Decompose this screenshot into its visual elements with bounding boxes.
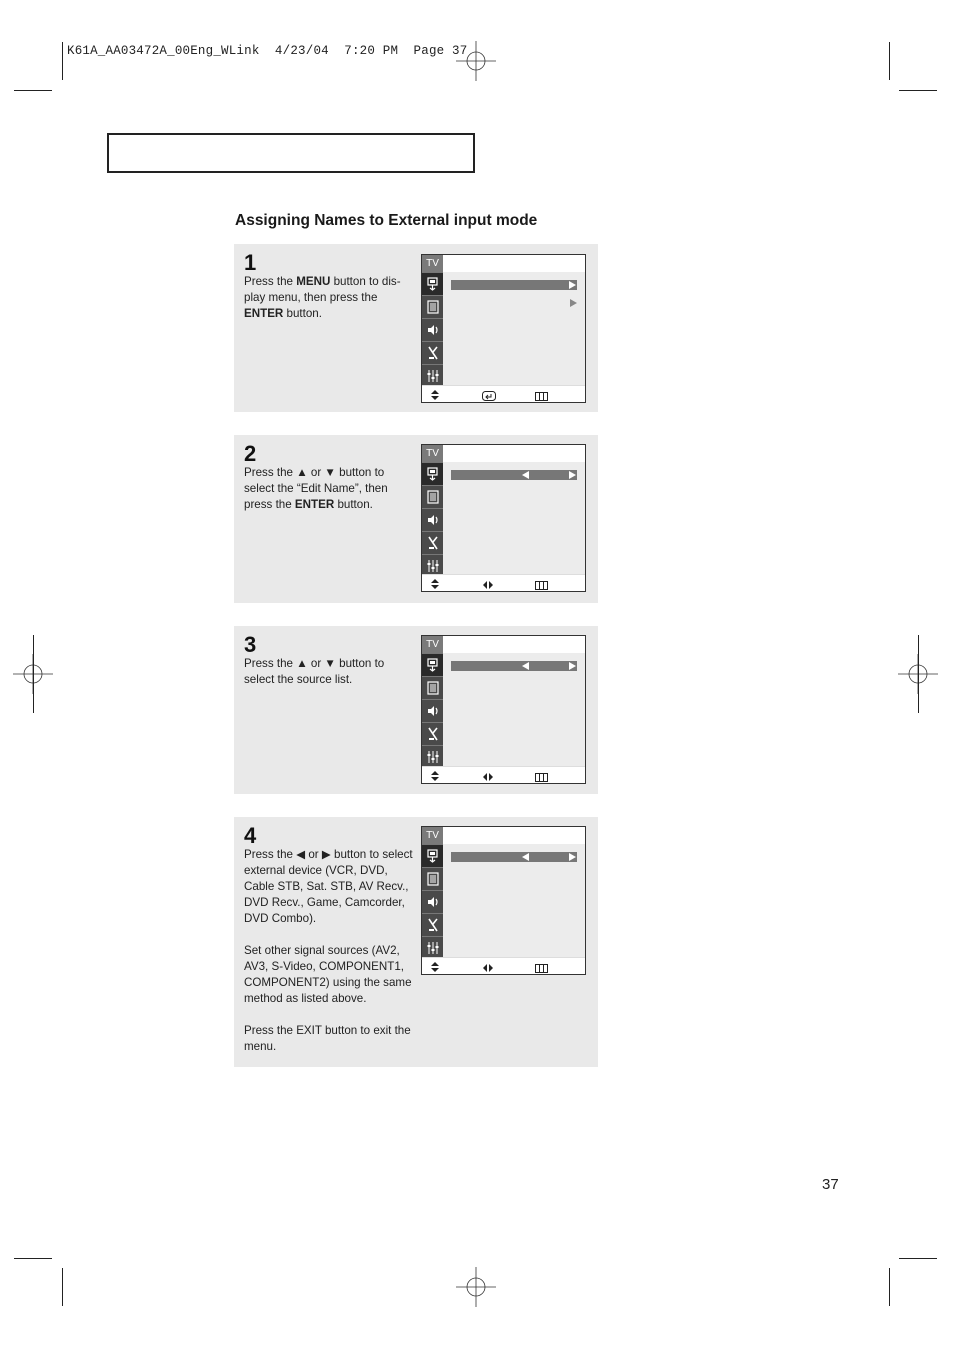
step-instructions — [244, 274, 414, 338]
menu-sidebar — [422, 255, 443, 385]
right-arrow-icon — [569, 853, 576, 861]
step-instructions — [244, 656, 414, 704]
picture-icon — [422, 485, 443, 508]
input-icon — [422, 272, 443, 295]
crop-mark — [62, 42, 63, 80]
print-slug: K61A_AA03472A_00Eng_WLink 4/23/04 7:20 PM Page 37 — [67, 44, 468, 58]
page-number: 37 — [822, 1176, 839, 1193]
instruction-paragraph — [244, 943, 414, 1007]
crop-mark — [918, 635, 919, 713]
right-arrow-icon — [570, 294, 577, 312]
tv-tab: TV — [422, 636, 443, 653]
tv-menu-screenshot — [421, 254, 586, 403]
instruction-text: Set other signal sources (AV2, AV3, S-Video, COMPONENT1, COMPONENT2) using the same method as listed above. — [244, 944, 412, 1005]
highlighted-menu-row — [451, 661, 577, 671]
enter-icon — [482, 388, 496, 406]
sound-icon — [422, 318, 443, 341]
instruction-text: Press the ▲ or ▼ button to select the source list. — [244, 657, 385, 686]
crop-mark — [14, 1258, 52, 1259]
up-down-arrows-icon — [430, 388, 440, 406]
instruction-text: button. — [283, 307, 322, 320]
step-panel — [234, 817, 598, 1067]
tv-menu-screenshot — [421, 826, 586, 975]
sound-icon — [422, 508, 443, 531]
channel-icon — [422, 531, 443, 554]
left-right-arrows-icon — [482, 769, 494, 787]
up-down-arrows-icon — [430, 769, 440, 787]
setup-icon — [422, 364, 443, 387]
menu-sidebar — [422, 445, 443, 574]
right-arrow-icon — [569, 662, 576, 670]
instruction-paragraph — [244, 656, 414, 688]
registration-mark-icon — [456, 1267, 496, 1307]
instruction-paragraph — [244, 847, 414, 927]
instruction-paragraph — [244, 1023, 414, 1055]
instruction-text: Press the ◀ or ▶ button to select external device (VCR, DVD, Cable STB, Sat. STB, AV Recv., DVD Recv., Game, Camcorder, DVD Combo). — [244, 848, 413, 925]
right-arrow-icon — [569, 281, 576, 289]
menu-content-area — [443, 272, 585, 385]
menu-icon — [535, 388, 548, 406]
button-name: ENTER — [244, 307, 284, 320]
left-arrow-icon — [522, 471, 529, 479]
menu-help-bar — [422, 766, 585, 783]
instruction-paragraph — [244, 274, 414, 322]
crop-mark — [62, 1268, 63, 1306]
crop-mark — [33, 635, 34, 713]
channel-icon — [422, 722, 443, 745]
input-icon — [422, 844, 443, 867]
menu-content-area — [443, 653, 585, 766]
crop-mark — [899, 1258, 937, 1259]
step-number: 2 — [244, 441, 257, 466]
tv-menu-screenshot — [421, 444, 586, 592]
instruction-text: Press the EXIT button to exit the menu. — [244, 1024, 411, 1053]
channel-icon — [422, 341, 443, 364]
menu-help-bar — [422, 385, 585, 402]
tv-tab: TV — [422, 827, 443, 844]
highlighted-menu-row — [451, 470, 577, 480]
step-instructions — [244, 465, 414, 529]
instruction-text: button to dis-play menu, then press the — [244, 275, 401, 304]
section-title: Assigning Names to External input mode — [235, 212, 538, 229]
picture-icon — [422, 867, 443, 890]
picture-icon — [422, 295, 443, 318]
crop-mark — [14, 90, 52, 91]
setup-icon — [422, 745, 443, 768]
left-right-arrows-icon — [482, 960, 494, 978]
tv-tab: TV — [422, 445, 443, 462]
step-panel — [234, 626, 598, 794]
menu-icon — [535, 577, 548, 595]
input-icon — [422, 462, 443, 485]
menu-sidebar — [422, 827, 443, 957]
input-icon — [422, 653, 443, 676]
menu-content-area — [443, 462, 585, 574]
step-number: 1 — [244, 250, 257, 275]
tv-tab: TV — [422, 255, 443, 272]
right-arrow-icon — [569, 471, 576, 479]
up-down-arrows-icon — [430, 577, 440, 595]
picture-icon — [422, 676, 443, 699]
menu-help-bar — [422, 574, 585, 591]
left-arrow-icon — [522, 853, 529, 861]
left-arrow-icon — [522, 662, 529, 670]
step-panel — [234, 244, 598, 412]
sound-icon — [422, 699, 443, 722]
up-down-arrows-icon — [430, 960, 440, 978]
setup-icon — [422, 936, 443, 959]
button-name: MENU — [296, 275, 331, 288]
step-number: 4 — [244, 823, 257, 848]
crop-mark — [889, 1268, 890, 1306]
instruction-paragraph — [244, 465, 414, 513]
menu-content-area — [443, 844, 585, 957]
channel-icon — [422, 913, 443, 936]
step-number: 3 — [244, 632, 257, 657]
instruction-text: Press the — [244, 275, 297, 288]
instruction-text: Press the ▲ or ▼ button to select the “Edit Name”, then press the — [244, 466, 388, 511]
crop-mark — [899, 90, 937, 91]
menu-help-bar — [422, 957, 585, 974]
sound-icon — [422, 890, 443, 913]
highlighted-menu-row — [451, 852, 577, 862]
menu-icon — [535, 960, 548, 978]
menu-icon — [535, 769, 548, 787]
highlighted-menu-row — [451, 280, 577, 290]
instruction-text: button. — [334, 498, 373, 511]
crop-mark — [889, 42, 890, 80]
tv-menu-screenshot — [421, 635, 586, 784]
button-name: ENTER — [294, 498, 335, 511]
menu-sidebar — [422, 636, 443, 766]
left-right-arrows-icon — [482, 577, 494, 595]
step-instructions — [244, 847, 414, 1071]
step-panel — [234, 435, 598, 603]
chapter-title-box — [107, 133, 475, 173]
